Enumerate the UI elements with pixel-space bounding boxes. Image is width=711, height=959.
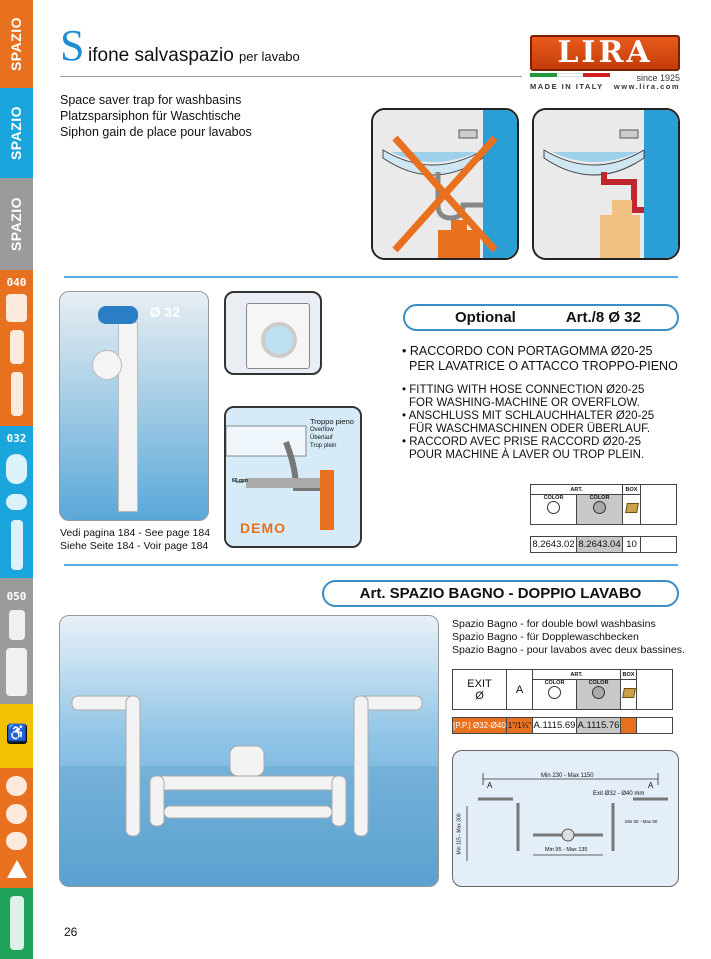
title-initial: S bbox=[60, 21, 85, 70]
box-cell bbox=[621, 680, 637, 710]
page-title bbox=[88, 45, 300, 67]
overflow-label-en: Overflow bbox=[310, 427, 334, 433]
exit-value: [P.P.] Ø32-Ø40 bbox=[453, 718, 507, 734]
see-page-line-2: Siehe Seite 184 - Voir page 184 bbox=[60, 540, 209, 552]
color-grey-cell bbox=[577, 495, 623, 525]
doppio-desc-fr: Spazio Bagno - pour lavabos avec deux bassines. bbox=[452, 644, 685, 656]
logo-since: since 1925 bbox=[636, 73, 680, 83]
grey-color-swatch bbox=[593, 501, 606, 514]
doppio-desc-en: Spazio Bagno - for double bowl washbasins bbox=[452, 618, 656, 630]
strainer-icon bbox=[6, 776, 27, 796]
optional-label: Optional bbox=[455, 309, 516, 326]
doppio-lavabo-photo[interactable] bbox=[59, 615, 439, 887]
side-tab-spazio-grey[interactable] bbox=[0, 178, 33, 270]
color-white-cell bbox=[531, 495, 577, 525]
washing-machine-illustration bbox=[224, 291, 322, 375]
doppio-dimension-diagram bbox=[452, 750, 679, 887]
subtitle-list bbox=[60, 92, 252, 140]
bullet-fr-1: • RACCORD AVEC PRISE RACCORD Ø20-25 bbox=[402, 436, 641, 448]
dimension-a-left: A bbox=[487, 781, 493, 790]
code-grey: A.1115.76 bbox=[577, 718, 621, 734]
table-header-art: ART. bbox=[533, 670, 621, 680]
a-header: A bbox=[507, 670, 533, 710]
trap-icon bbox=[10, 330, 24, 364]
dimension-side: Min 60 - Max 90 bbox=[625, 819, 658, 824]
bullet-de-2: FÜR WASCHMASCHINEN ODER ÜBERLAUF. bbox=[409, 423, 651, 435]
box-icon bbox=[622, 688, 636, 698]
wheelchair-icon: ♿ bbox=[7, 725, 27, 742]
white-color-swatch bbox=[547, 501, 560, 514]
side-tab-number: 040 bbox=[6, 276, 27, 289]
side-tab-032[interactable] bbox=[0, 426, 33, 578]
color-grey-cell bbox=[577, 680, 621, 710]
doppio-header bbox=[322, 580, 679, 607]
subtitle-en: Space saver trap for washbasins bbox=[60, 93, 242, 107]
white-color-swatch bbox=[548, 686, 561, 699]
side-tab-label: SPAZIO bbox=[8, 105, 25, 161]
bullet-it-1: • RACCORDO CON PORTAGOMMA Ø20-25 bbox=[402, 344, 653, 358]
grey-color-swatch bbox=[592, 686, 605, 699]
box-qty: 10 bbox=[623, 537, 641, 553]
bottle-trap-icon bbox=[11, 520, 23, 570]
color-label: COLOR bbox=[543, 495, 564, 501]
italian-flag-icon bbox=[530, 73, 610, 77]
section-divider bbox=[64, 564, 678, 566]
color-label: COLOR bbox=[589, 495, 610, 501]
drain-icon bbox=[6, 832, 27, 850]
washbasin-icon bbox=[6, 454, 27, 484]
color-label: COLOR bbox=[588, 680, 609, 686]
bullet-en-2: FOR WASHING-MACHINE OR OVERFLOW. bbox=[409, 397, 640, 409]
bullet-de-1: • ANSCHLUSS MIT SCHLAUCHHALTER Ø20-25 bbox=[402, 410, 655, 422]
sink-after-drawing bbox=[534, 110, 680, 260]
lira-logo bbox=[530, 35, 680, 90]
dimension-center: Min 95 - Max 135 bbox=[545, 847, 588, 853]
product-photo-label: Ø 32 bbox=[149, 304, 180, 320]
sink-after-illustration bbox=[532, 108, 680, 260]
section-divider bbox=[64, 276, 678, 278]
subtitle-de: Platzsparsiphon für Waschtische bbox=[60, 109, 241, 123]
table-header-box: BOX bbox=[623, 485, 641, 495]
sink-before-illustration bbox=[371, 108, 519, 260]
a-value: 1"/1¼" bbox=[507, 718, 533, 734]
dimension-span: Min 230 - Max 1150 bbox=[541, 773, 594, 779]
optional-bullets bbox=[402, 344, 678, 462]
drain-icon bbox=[6, 494, 27, 510]
table-header-box: BOX bbox=[621, 670, 637, 680]
dimension-exit: Exit Ø32 - Ø40 mm bbox=[593, 791, 645, 797]
color-label: COLOR bbox=[544, 680, 565, 686]
see-page-line-1: Vedi pagina 184 - See page 184 bbox=[60, 527, 211, 539]
doppio-trap-drawing bbox=[60, 616, 439, 887]
overflow-label-de: Überlauf bbox=[310, 435, 333, 441]
side-tab-number: 032 bbox=[6, 432, 27, 445]
side-tab-040[interactable] bbox=[0, 270, 33, 426]
see-page-note bbox=[60, 527, 210, 553]
side-tab-label: SPAZIO bbox=[8, 16, 25, 72]
side-tab-050[interactable] bbox=[0, 578, 33, 704]
overflow-dimension: 60 mm bbox=[232, 478, 248, 484]
chef-icon bbox=[6, 648, 27, 696]
bullet-en-1: • FITTING WITH HOSE CONNECTION Ø20-25 bbox=[402, 384, 645, 396]
overflow-label-fr: Trop plein bbox=[310, 443, 337, 449]
box-icon bbox=[625, 503, 639, 513]
logo-wordmark: LIRA bbox=[530, 35, 680, 71]
dimension-a-right: A bbox=[648, 781, 654, 790]
page-title-suffix: per lavabo bbox=[239, 49, 300, 64]
side-tab-spazio-orange[interactable] bbox=[0, 0, 33, 88]
overflow-label bbox=[310, 418, 354, 450]
page-title-text: ifone salvaspazio bbox=[88, 45, 234, 66]
demo-stamp: DEMO bbox=[240, 520, 286, 536]
side-tab-number: 050 bbox=[6, 590, 27, 603]
bullet-it-2: PER LAVATRICE O ATTACCO TROPPO-PIENO bbox=[409, 359, 678, 373]
overflow-detail-illustration bbox=[224, 406, 362, 548]
trap-icon bbox=[10, 896, 24, 950]
strainer-icon bbox=[6, 804, 27, 824]
color-white-cell bbox=[533, 680, 577, 710]
logo-tagline bbox=[530, 82, 680, 91]
title-divider bbox=[60, 76, 522, 77]
cone-icon bbox=[7, 860, 27, 878]
side-tab-label: SPAZIO bbox=[8, 196, 25, 252]
doppio-descriptions bbox=[452, 618, 685, 657]
code-white: 8.2643.02 bbox=[531, 537, 577, 553]
exit-symbol: Ø bbox=[475, 689, 484, 702]
code-grey: 8.2643.04 bbox=[577, 537, 623, 553]
washing-machine-icon bbox=[246, 303, 310, 369]
page-number: 26 bbox=[64, 925, 78, 939]
doppio-spec-table bbox=[452, 669, 673, 734]
exit-header bbox=[453, 670, 507, 710]
side-tab-accessibility[interactable] bbox=[0, 704, 33, 768]
doppio-desc-de: Spazio Bagno - für Dopplewaschbecken bbox=[452, 631, 639, 643]
side-tab-trap[interactable] bbox=[0, 888, 33, 959]
side-tab-spazio-blue[interactable] bbox=[0, 88, 33, 178]
overflow-label-it: Troppo pieno bbox=[310, 417, 354, 426]
logo-web: www.lira.com bbox=[613, 82, 680, 91]
bottle-trap-icon bbox=[11, 372, 23, 416]
trap-icon bbox=[9, 610, 25, 640]
subtitle-fr: Siphon gain de place pour lavabos bbox=[60, 125, 252, 139]
optional-header bbox=[403, 304, 679, 331]
bullet-fr-2: POUR MACHINE À LAVER OU TROP PLEIN. bbox=[409, 449, 645, 461]
exit-label: EXIT bbox=[467, 677, 492, 690]
dimension-height: Min 115 - Max 300 bbox=[456, 813, 463, 855]
washbasin-icon bbox=[6, 294, 27, 322]
table-header-art: ART. bbox=[531, 485, 623, 495]
box-cell bbox=[623, 495, 641, 525]
doppio-title: Art. SPAZIO BAGNO - DOPPIO LAVABO bbox=[359, 585, 642, 602]
side-tab-strainer[interactable] bbox=[0, 768, 33, 888]
logo-made-in: MADE IN ITALY bbox=[530, 82, 604, 91]
optional-spec-table bbox=[530, 484, 677, 553]
code-white: A.1115.69 bbox=[533, 718, 577, 734]
optional-article: Art./8 Ø 32 bbox=[565, 309, 641, 326]
product-photo-32[interactable] bbox=[59, 291, 209, 521]
sink-before-drawing bbox=[373, 110, 519, 260]
